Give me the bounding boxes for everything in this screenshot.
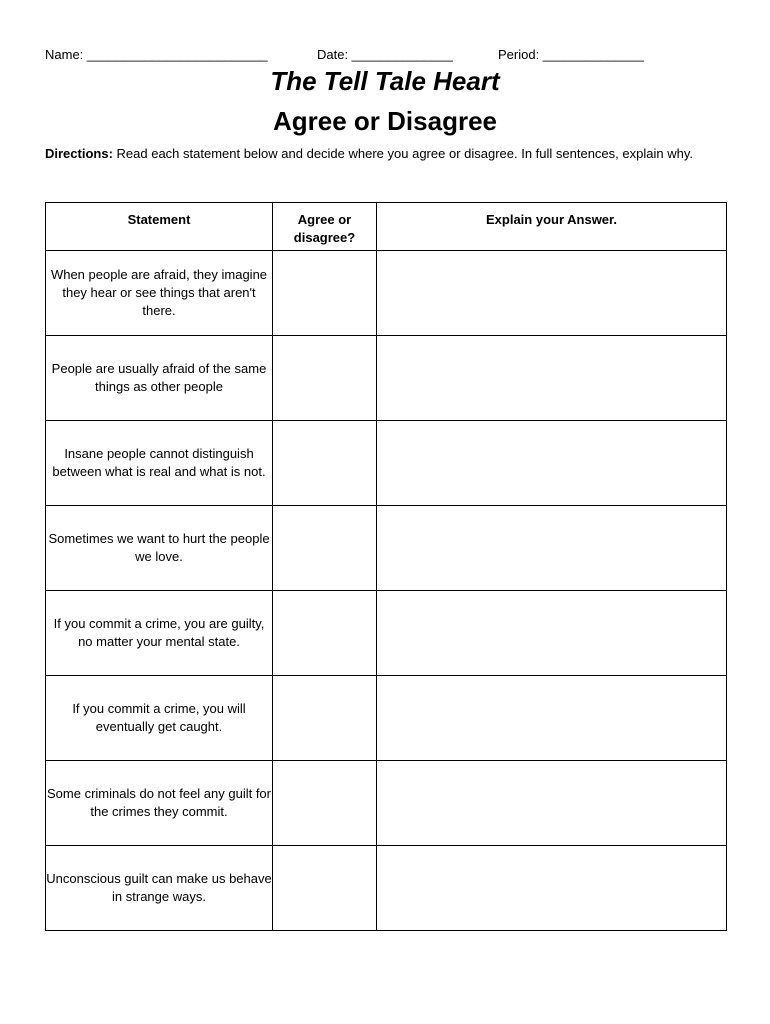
agree-cell[interactable] xyxy=(273,676,377,761)
explain-cell[interactable] xyxy=(377,506,727,591)
page-title: The Tell Tale Heart xyxy=(270,66,500,96)
explain-cell[interactable] xyxy=(377,591,727,676)
explain-cell[interactable] xyxy=(377,761,727,846)
explain-cell[interactable] xyxy=(377,846,727,931)
agree-cell[interactable] xyxy=(273,591,377,676)
table-row xyxy=(46,761,727,846)
statement-cell: Sometimes we want to hurt the people we love. xyxy=(46,506,273,591)
agree-cell[interactable] xyxy=(273,251,377,336)
statement-cell: Insane people cannot distinguish between what is real and what is not. xyxy=(46,421,273,506)
directions-text: Read each statement below and decide where you agree or disagree. In full sentences, explain why. xyxy=(112,146,693,161)
table-row xyxy=(46,421,727,506)
table-row xyxy=(46,336,727,421)
agree-cell[interactable] xyxy=(273,761,377,846)
statement-cell: Unconscious guilt can make us behave in strange ways. xyxy=(46,846,273,931)
page-subtitle: Agree or Disagree xyxy=(273,106,497,136)
statement-cell: If you commit a crime, you will eventually get caught. xyxy=(46,676,273,761)
table-row xyxy=(46,676,727,761)
column-header-statement: Statement xyxy=(46,203,273,251)
statement-cell: When people are afraid, they imagine they hear or see things that aren't there. xyxy=(46,251,273,336)
table-row xyxy=(46,506,727,591)
table-row xyxy=(46,251,727,336)
directions-label: Directions: xyxy=(45,146,113,161)
explain-cell[interactable] xyxy=(377,676,727,761)
explain-cell[interactable] xyxy=(377,421,727,506)
statement-cell: People are usually afraid of the same things as other people xyxy=(46,336,273,421)
column-header-agree: Agree or disagree? xyxy=(273,203,377,251)
student-info-line xyxy=(45,47,735,65)
agree-cell[interactable] xyxy=(273,506,377,591)
name-field[interactable]: Name: _________________________ xyxy=(45,47,268,62)
agree-disagree-table xyxy=(45,202,727,931)
directions xyxy=(45,144,725,163)
agree-cell[interactable] xyxy=(273,846,377,931)
agree-cell[interactable] xyxy=(273,336,377,421)
agree-cell[interactable] xyxy=(273,421,377,506)
explain-cell[interactable] xyxy=(377,336,727,421)
table-header-row xyxy=(46,203,727,251)
statement-cell: If you commit a crime, you are guilty, no matter your mental state. xyxy=(46,591,273,676)
column-header-explain: Explain your Answer. xyxy=(377,203,727,251)
date-field[interactable]: Date: ______________ xyxy=(317,47,453,62)
explain-cell[interactable] xyxy=(377,251,727,336)
period-field[interactable]: Period: ______________ xyxy=(498,47,645,62)
statement-cell: Some criminals do not feel any guilt for the crimes they commit. xyxy=(46,761,273,846)
table-row xyxy=(46,591,727,676)
table-row xyxy=(46,846,727,931)
